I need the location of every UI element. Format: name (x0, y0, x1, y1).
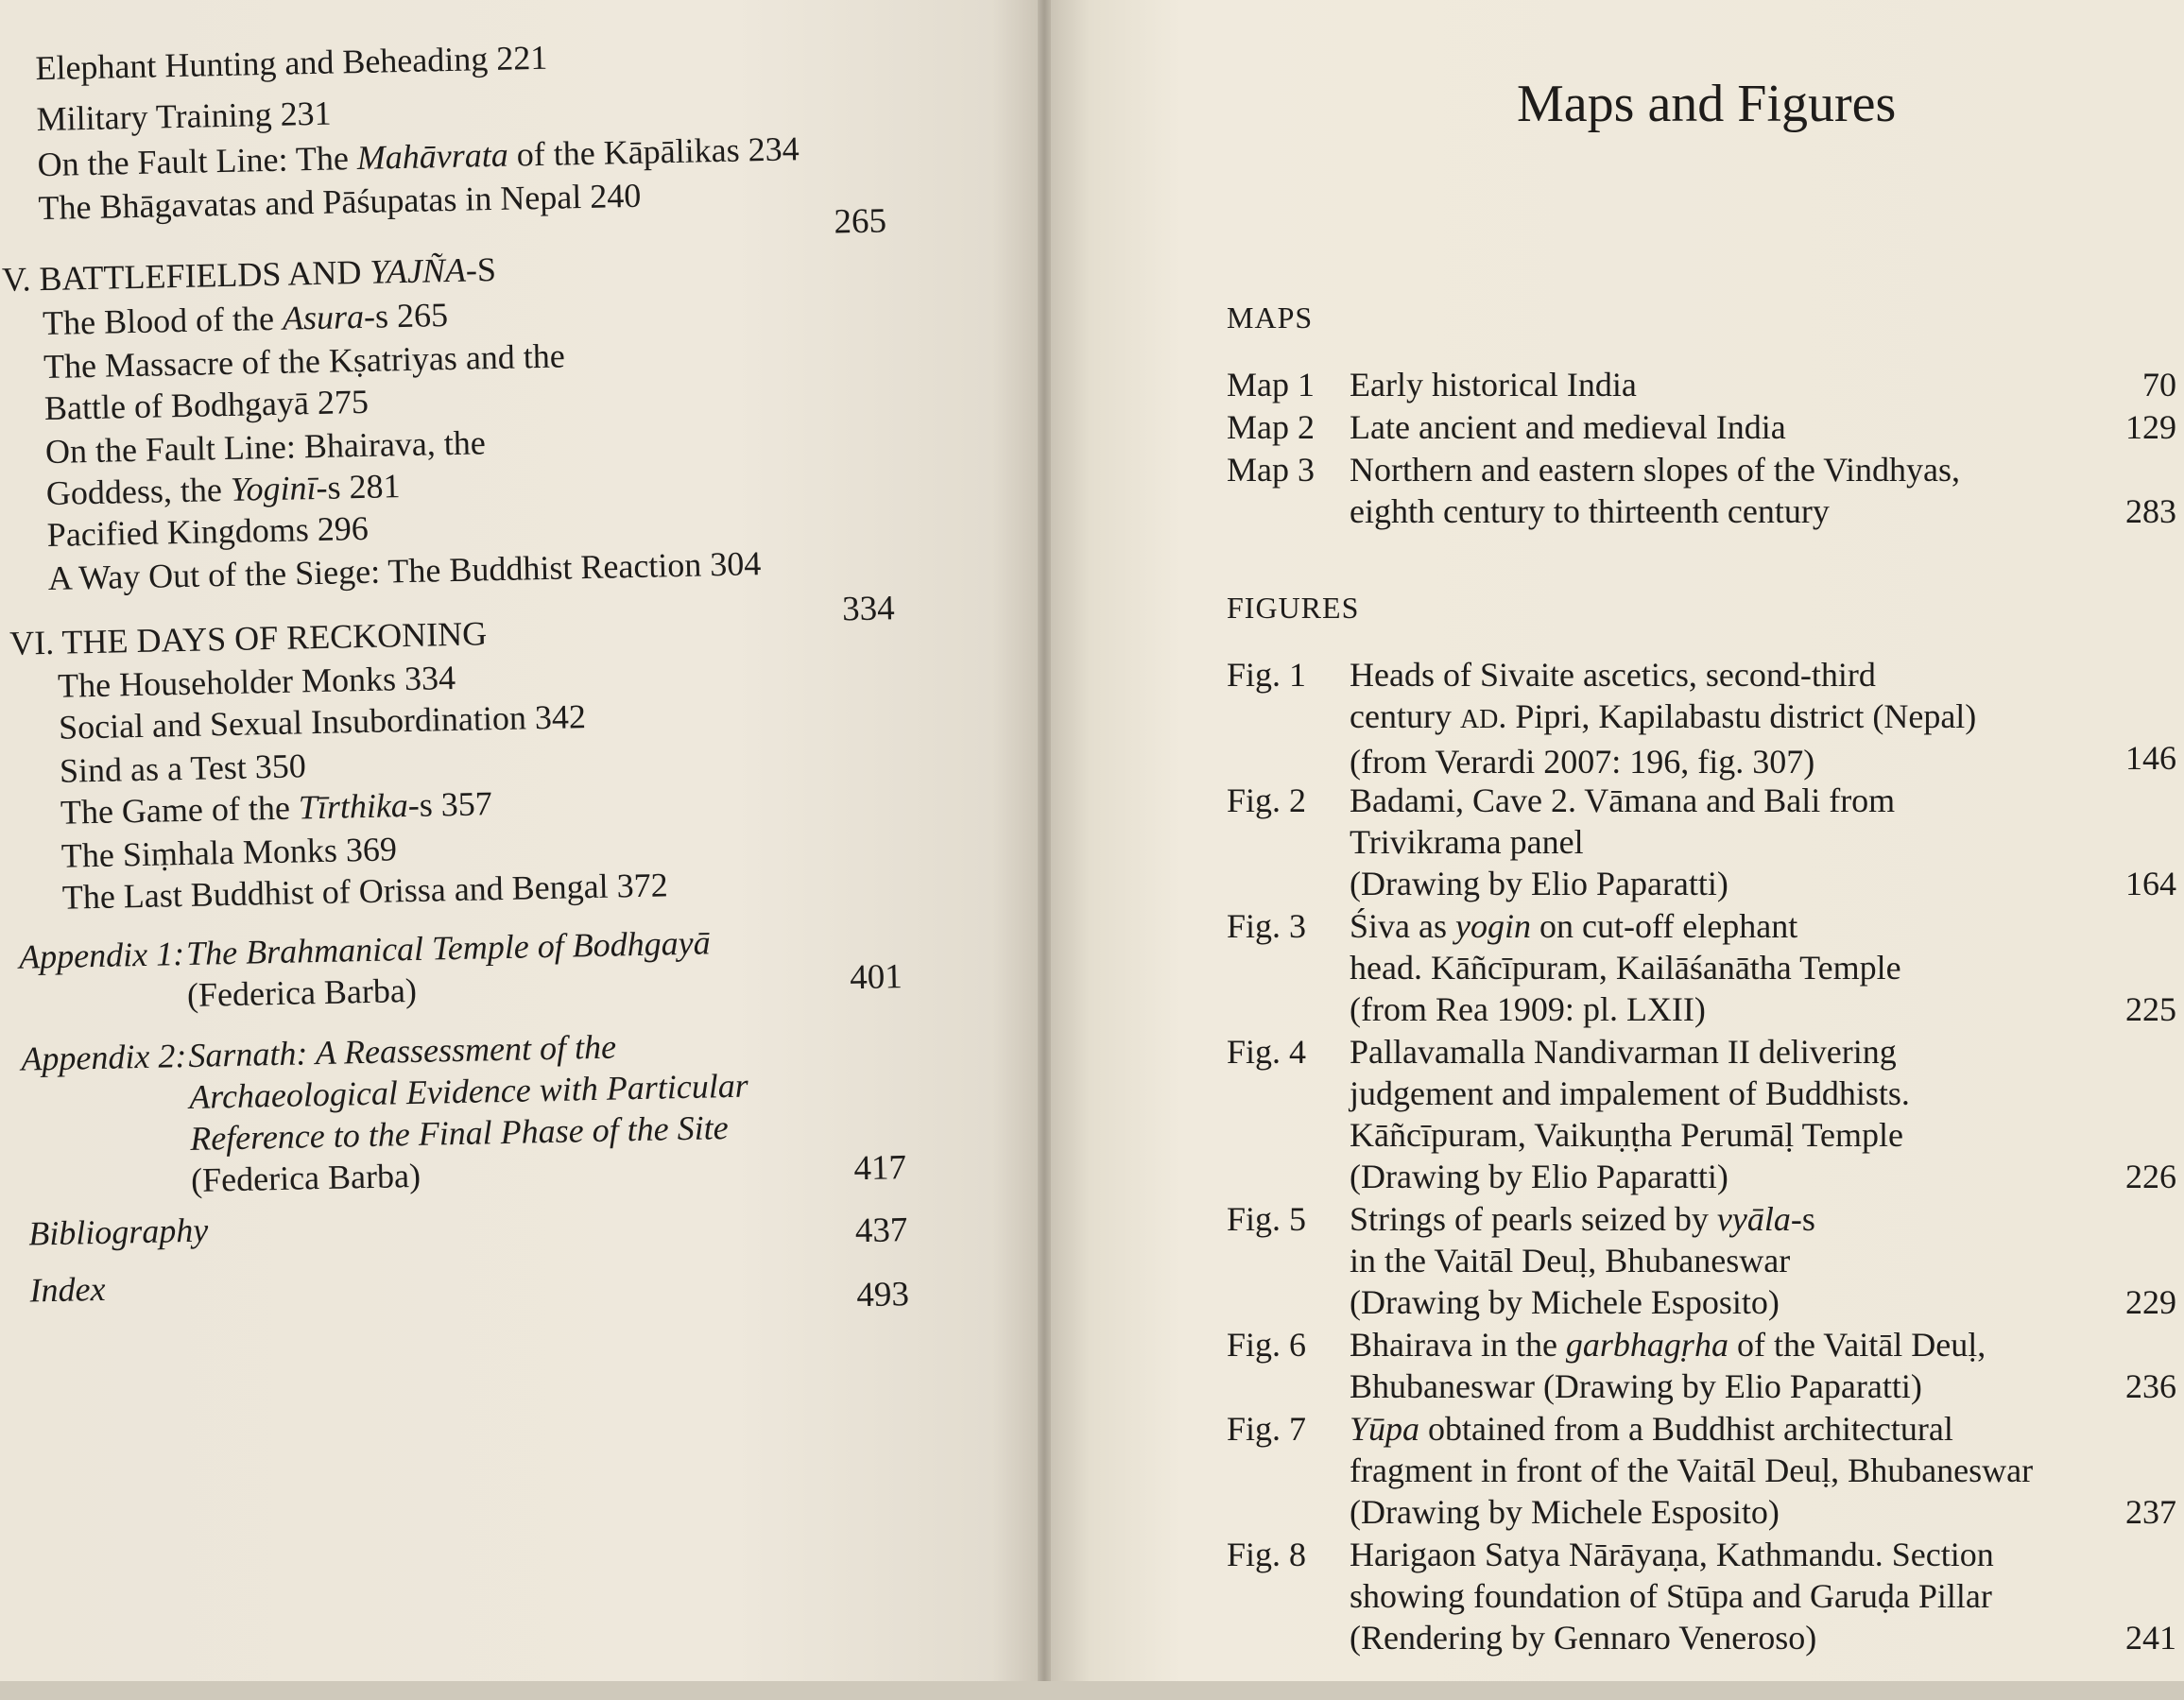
chapter-page: 265 (834, 201, 887, 242)
toc-entry: Sind as a Test 350 (59, 747, 307, 790)
figure-caption: Śiva as yogin on cut-off elephant head. Kāñcīpuram, Kailāśanātha Temple (from Rea 1909: pl. LXII) (1350, 907, 1901, 1028)
chapter-page: 334 (841, 589, 896, 629)
figure-entry (1227, 1031, 2176, 1197)
figure-entry (1227, 1408, 2176, 1533)
toc-entry: The Last Buddhist of Orissa and Bengal 372 (61, 866, 669, 917)
map-entry (1227, 364, 2176, 405)
map-page: 129 (2125, 408, 2176, 446)
toc-entry: Battle of Bodhgayā 275 (43, 382, 370, 428)
left-page-contents (0, 0, 1044, 1681)
figure-entry (1227, 780, 2176, 904)
appendix-author: (Federica Barba) (186, 970, 418, 1014)
figure-caption: Badami, Cave 2. Vāmana and Bali from Trivikrama panel (Drawing by Elio Paparatti) (1350, 781, 1896, 902)
toc-entry: A Way Out of the Siege: The Buddhist Reaction 304 (47, 544, 762, 597)
figure-page: 164 (2125, 865, 2176, 902)
bibliography-label: Bibliography (27, 1211, 209, 1253)
toc-entry: Goddess, the Yoginī-s 281 (45, 467, 401, 512)
figure-page: 226 (2125, 1158, 2176, 1195)
map-label: Map 3 (1227, 451, 1315, 489)
map-caption: Northern and eastern slopes of the Vindhyas, eighth century to thirteenth century (1350, 451, 1961, 530)
map-entry (1227, 406, 2176, 448)
figure-entry (1227, 654, 2176, 779)
figure-caption: Harigaon Satya Nārāyaṇa, Kathmandu. Section showing foundation of Stūpa and Garuḍa Pillar (Rendering by Gennaro Veneroso) (1350, 1536, 1994, 1657)
toc-entry: Pacified Kingdoms 296 (46, 508, 370, 554)
toc-entry: The Siṃhala Monks 369 (60, 830, 398, 875)
figure-page: 225 (2125, 990, 2176, 1028)
figure-label: Fig. 6 (1227, 1326, 1307, 1364)
figures-heading: FIGURES (1227, 591, 1360, 625)
toc-entry: On the Fault Line: Bhairava, the (44, 423, 487, 472)
figure-caption: Heads of Sivaite ascetics, second-third century AD. Pipri, Kapilabastu district (Nepal) (from Verardi 2007: 196, fig. 307) (1350, 656, 1977, 781)
index-page: 493 (855, 1275, 910, 1315)
appendix-title: Archaeological Evidence with Particular (188, 1066, 749, 1116)
appendix-title: Sarnath: A Reassessment of the (187, 1027, 617, 1074)
map-label: Map 2 (1227, 408, 1315, 446)
map-page: 283 (2125, 492, 2176, 530)
contents-list (0, 0, 1057, 1700)
figure-page: 236 (2125, 1367, 2176, 1405)
figure-label: Fig. 2 (1227, 781, 1307, 819)
appendix-page: 401 (849, 957, 903, 998)
appendix-label: Appendix 1: (18, 935, 185, 976)
toc-entry: Military Training 231 (36, 94, 332, 139)
toc-entry: The Householder Monks 334 (57, 658, 456, 705)
figure-caption: Pallavamalla Nandivarman II delivering judgement and impalement of Buddhists. Kāñcīpuram, Vaikuṇṭha Perumāḷ Temple (Drawing by Elio Paparatti) (1350, 1033, 1910, 1195)
figure-page: 146 (2125, 739, 2176, 777)
figure-label: Fig. 4 (1227, 1033, 1307, 1071)
figure-label: Fig. 1 (1227, 656, 1307, 694)
bibliography-page: 437 (854, 1211, 908, 1251)
toc-entry: The Bhāgavatas and Pāśupatas in Nepal 240 (38, 176, 642, 228)
toc-entry: The Game of the Tīrthika-s 357 (60, 784, 493, 832)
figure-entry (1227, 905, 2176, 1030)
figure-page: 229 (2125, 1283, 2176, 1321)
page-title: Maps and Figures (1517, 75, 1897, 133)
toc-entry: The Blood of the Asura-s 265 (42, 296, 449, 343)
toc-entry: Social and Sexual Insubordination 342 (58, 697, 587, 747)
figure-caption: Yūpa obtained from a Buddhist architectural fragment in front of the Vaitāl Deuḷ, Bhubaneswar (Drawing by Michele Esposito) (1350, 1410, 2034, 1531)
figure-label: Fig. 5 (1227, 1200, 1307, 1238)
appendix-page: 417 (853, 1148, 907, 1189)
toc-entry: The Massacre of the Kṣatriyas and the (43, 336, 566, 386)
chapter-heading: V. BATTLEFIELDS AND YAJÑA-S (1, 249, 497, 299)
appendix-author: (Federica Barba) (190, 1156, 421, 1199)
figure-label: Fig. 3 (1227, 907, 1307, 945)
maps-heading: MAPS (1227, 301, 1314, 335)
map-page: 70 (2142, 366, 2176, 404)
appendix-title: Reference to the Final Phase of the Site (189, 1108, 729, 1158)
index-label: Index (29, 1269, 106, 1310)
figure-caption: Strings of pearls seized by vyāla-s in the Vaitāl Deuḷ, Bhubaneswar (Drawing by Michele Esposito) (1350, 1200, 1815, 1321)
figure-page: 237 (2125, 1493, 2176, 1531)
figure-caption: Bhairava in the garbhagṛha of the Vaitāl Deuḷ, Bhubaneswar (Drawing by Elio Paparatti) (1350, 1326, 1986, 1405)
book-gutter (1038, 0, 1051, 1681)
figure-entry (1227, 1324, 2176, 1407)
toc-entry: Elephant Hunting and Beheading 221 (35, 38, 548, 88)
appendix-title: The Brahmanical Temple of Bodhgayā (185, 923, 712, 972)
figure-label: Fig. 7 (1227, 1410, 1307, 1448)
figure-entry (1227, 1534, 2176, 1658)
figure-entry (1227, 1198, 2176, 1323)
map-caption: Late ancient and medieval India (1350, 408, 1786, 446)
toc-entry: On the Fault Line: The Mahāvrata of the Kāpālikas 234 (37, 129, 800, 184)
figure-label: Fig. 8 (1227, 1536, 1307, 1573)
map-caption: Early historical India (1350, 366, 1637, 404)
chapter-heading: VI. THE DAYS OF RECKONING (9, 614, 488, 662)
appendix-label: Appendix 2: (20, 1037, 187, 1078)
map-entry (1227, 449, 2176, 532)
figure-page: 241 (2125, 1619, 2176, 1657)
map-label: Map 1 (1227, 366, 1315, 404)
